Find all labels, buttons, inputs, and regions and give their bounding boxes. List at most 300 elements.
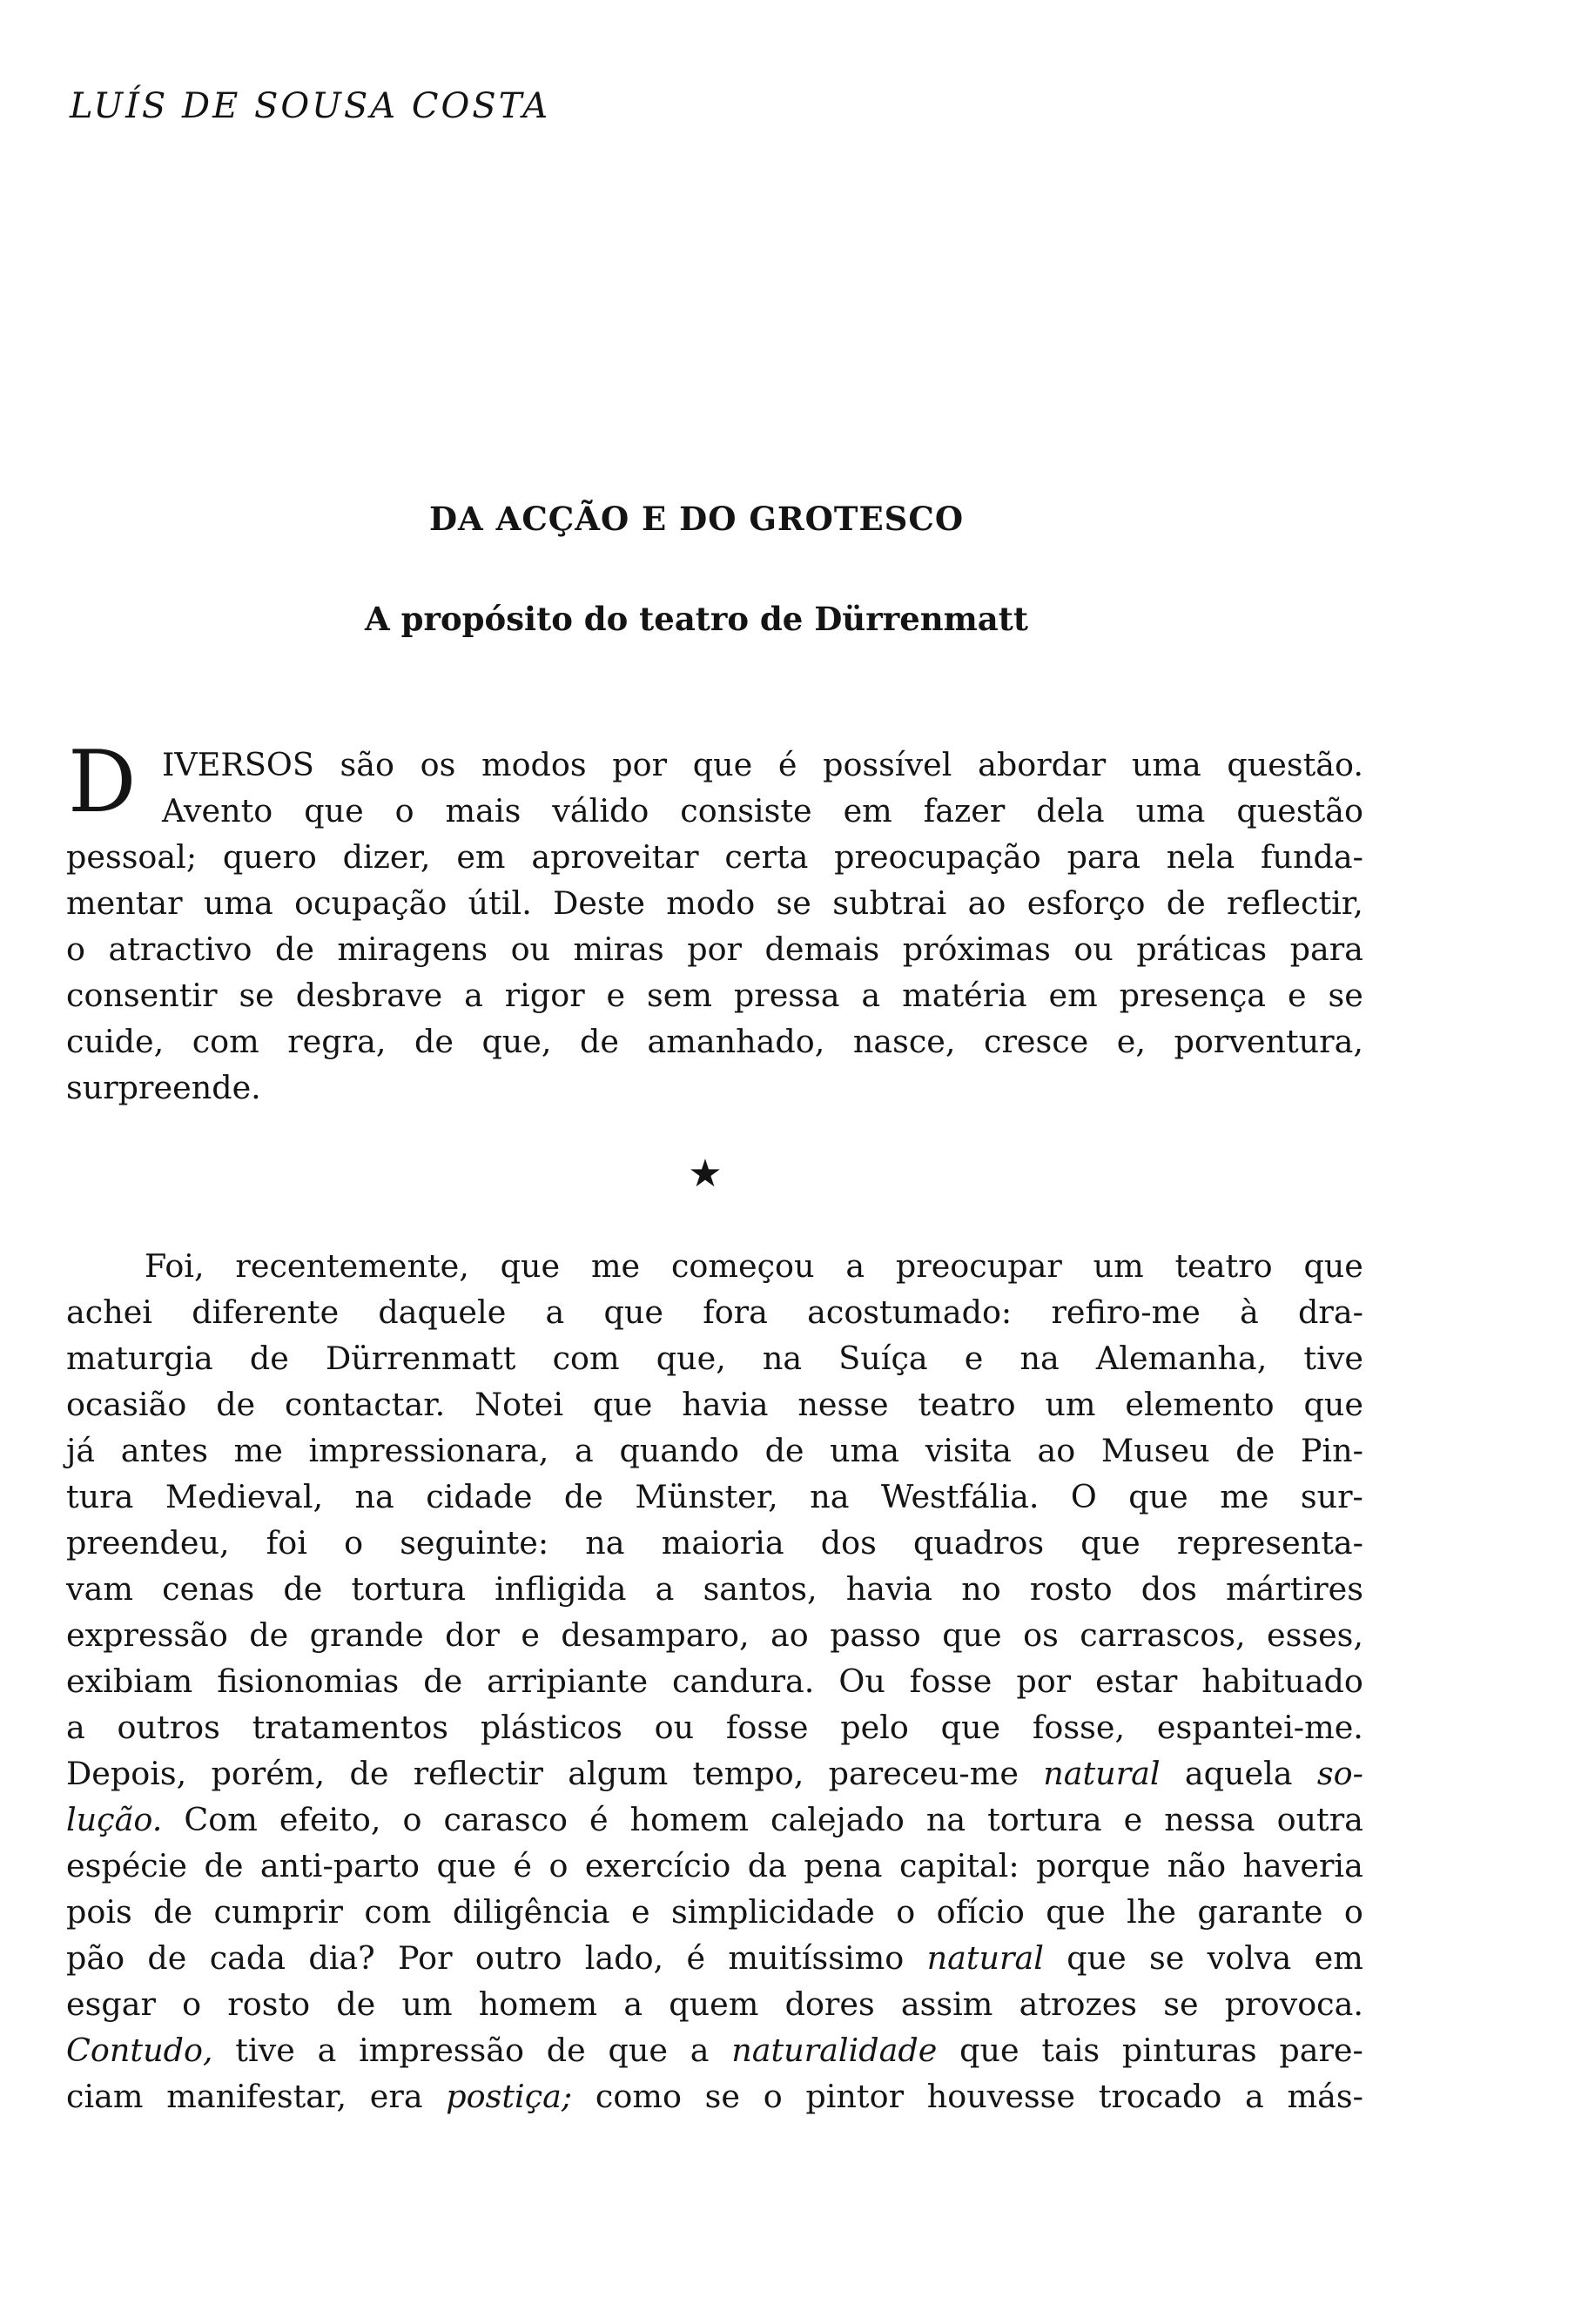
- word: ou: [510, 930, 551, 968]
- word: maioria: [661, 1524, 784, 1562]
- word: na: [354, 1478, 394, 1515]
- word: outros: [117, 1709, 220, 1746]
- word: abordar: [978, 746, 1107, 783]
- word: Com: [184, 1801, 258, 1838]
- word: outra: [1276, 1801, 1363, 1838]
- word: era: [369, 2078, 423, 2115]
- word: representa-: [1176, 1524, 1363, 1562]
- word: de: [1166, 884, 1206, 922]
- word: desbrave: [295, 977, 443, 1014]
- word: garante: [1197, 1893, 1323, 1931]
- word: que: [592, 1386, 653, 1423]
- word: se: [704, 2078, 740, 2115]
- word: que: [1128, 1478, 1188, 1515]
- word: diligência: [452, 1893, 610, 1931]
- word: se: [1163, 1985, 1199, 2023]
- word: em: [1314, 1939, 1363, 1977]
- word: IVERSOS: [162, 746, 314, 783]
- word: tive: [1303, 1340, 1363, 1377]
- text-line: [66, 1520, 1363, 1566]
- word: recentemente,: [235, 1247, 469, 1285]
- word: dra-: [1298, 1293, 1363, 1331]
- word: algum: [568, 1755, 669, 1792]
- word: diferente: [192, 1293, 340, 1331]
- word: a: [575, 1432, 594, 1469]
- word: contactar.: [285, 1386, 446, 1423]
- word: a: [1245, 2078, 1264, 2115]
- text-line: [66, 1474, 1363, 1520]
- word: que: [1303, 1247, 1363, 1285]
- word: que,: [656, 1340, 726, 1377]
- word: postiça;: [446, 2078, 573, 2115]
- text-line: [66, 1243, 1363, 1289]
- word: seguinte:: [400, 1524, 549, 1562]
- word: a: [861, 977, 881, 1014]
- word: candura.: [672, 1662, 815, 1700]
- word: achei: [66, 1293, 152, 1331]
- text-line: [66, 1566, 1363, 1612]
- word: quadros: [912, 1524, 1045, 1562]
- word: Foi,: [145, 1247, 205, 1285]
- word: possível: [823, 746, 952, 783]
- word: teatro: [1174, 1247, 1273, 1285]
- word: sur-: [1300, 1478, 1363, 1515]
- word: homem: [629, 1801, 749, 1838]
- word: dos: [820, 1524, 877, 1562]
- word: Pin-: [1300, 1432, 1363, 1469]
- word: nela: [1166, 838, 1235, 876]
- word: cresce: [984, 1023, 1089, 1060]
- word: havia: [845, 1570, 933, 1608]
- word: fisionomias: [217, 1662, 400, 1700]
- word: cada: [209, 1939, 286, 1977]
- word: por: [612, 746, 668, 783]
- word: me: [1220, 1478, 1269, 1515]
- word: o: [344, 1524, 364, 1562]
- word: que: [603, 1293, 663, 1331]
- word: pão: [66, 1939, 125, 1977]
- word: no: [961, 1570, 1001, 1608]
- word: O: [1070, 1478, 1097, 1515]
- word: mentar: [66, 884, 183, 922]
- section-separator-star: ★: [688, 1152, 723, 1196]
- word: trocado: [1098, 2078, 1222, 2115]
- word: esgar: [66, 1985, 156, 2023]
- word: pelo: [840, 1709, 909, 1746]
- word: presença: [1119, 977, 1267, 1014]
- word: a: [690, 2032, 710, 2069]
- word: certa: [724, 838, 809, 876]
- word: Por: [398, 1939, 453, 1977]
- word: calejado: [770, 1801, 905, 1838]
- word: fora: [703, 1293, 768, 1331]
- word: por: [1016, 1662, 1072, 1700]
- text-line: [66, 1018, 1363, 1065]
- word: a: [464, 977, 483, 1014]
- word: impressionara,: [308, 1432, 549, 1469]
- word: de: [216, 1386, 256, 1423]
- word: de: [349, 1755, 389, 1792]
- word: visita: [925, 1432, 1012, 1469]
- word: que: [1303, 1386, 1363, 1423]
- word: dia?: [308, 1939, 375, 1977]
- word: fosse,: [1032, 1709, 1126, 1746]
- word: o: [66, 930, 85, 968]
- word: pintor: [805, 2078, 905, 2115]
- word: de: [249, 1616, 289, 1654]
- word: miras: [573, 930, 664, 968]
- word: rosto: [227, 1985, 311, 2023]
- word: porém,: [211, 1755, 326, 1792]
- word: consentir: [66, 977, 218, 1014]
- word: haveria: [1242, 1847, 1363, 1884]
- text-line: [66, 1750, 1363, 1797]
- word: foi: [266, 1524, 307, 1562]
- word: fosse: [725, 1709, 809, 1746]
- word: e: [1123, 1801, 1143, 1838]
- word: questão: [1236, 792, 1363, 830]
- word: dela: [1036, 792, 1105, 830]
- word: muitíssimo: [728, 1939, 905, 1977]
- word: e: [521, 1616, 540, 1654]
- word: homem: [478, 1985, 598, 2023]
- word: para: [1067, 838, 1141, 876]
- word: Avento: [162, 792, 273, 830]
- word: um: [1045, 1386, 1096, 1423]
- word: mártires: [1226, 1570, 1363, 1608]
- word: nesse: [797, 1386, 889, 1423]
- word: de: [153, 1893, 193, 1931]
- word: de: [147, 1939, 187, 1977]
- word: um: [401, 1985, 453, 2023]
- word: uma: [830, 1432, 900, 1469]
- word: anti-parto: [259, 1847, 421, 1884]
- word: em: [1048, 977, 1098, 1014]
- word: ciam: [66, 2078, 144, 2115]
- word: pressa: [733, 977, 840, 1014]
- word: os: [420, 746, 456, 783]
- word: esses,: [1267, 1616, 1363, 1654]
- word: demais: [764, 930, 880, 968]
- word: o: [394, 792, 414, 830]
- word: natural: [926, 1939, 1044, 1977]
- word: houvesse: [926, 2078, 1075, 2115]
- word: de: [563, 1478, 603, 1515]
- word: espantei-me.: [1156, 1709, 1363, 1746]
- text-line: [66, 1612, 1363, 1658]
- word: Westfália.: [880, 1478, 1040, 1515]
- word: o: [1343, 1893, 1363, 1931]
- word: que: [959, 2032, 1019, 2069]
- word: santos,: [703, 1570, 818, 1608]
- word: e: [606, 977, 626, 1014]
- paragraph-2: [66, 1243, 1363, 2119]
- word: havia: [682, 1386, 769, 1423]
- word: naturalidade: [731, 2032, 938, 2069]
- text-line: [66, 2073, 1363, 2119]
- text-line: [66, 1065, 1363, 1111]
- word: carasco: [443, 1801, 569, 1838]
- text-line: [66, 1704, 1363, 1750]
- word: Museu: [1100, 1432, 1210, 1469]
- word: me: [233, 1432, 283, 1469]
- word: teatro: [918, 1386, 1016, 1423]
- word: se: [1149, 1939, 1185, 1977]
- word: que: [942, 1616, 1002, 1654]
- word: de: [423, 1662, 463, 1700]
- word: espécie: [66, 1847, 188, 1884]
- word: à: [1240, 1293, 1259, 1331]
- word: a: [545, 1293, 565, 1331]
- word: Suíça: [838, 1340, 928, 1377]
- word: que: [1046, 1893, 1106, 1931]
- word: questão.: [1227, 746, 1363, 783]
- word: o: [182, 1985, 202, 2023]
- word: em: [456, 838, 506, 876]
- word: dizer,: [342, 838, 431, 876]
- word: de: [336, 1985, 376, 2023]
- word: a: [845, 1247, 865, 1285]
- word: que: [1067, 1939, 1127, 1977]
- text-line: [66, 1658, 1363, 1704]
- text-line: [66, 926, 1363, 972]
- word: em: [843, 792, 892, 830]
- word: outro: [474, 1939, 562, 1977]
- word: cuide,: [66, 1023, 165, 1060]
- word: os: [1023, 1616, 1059, 1654]
- word: na: [585, 1524, 625, 1562]
- word: e: [1287, 977, 1307, 1014]
- word: o: [402, 1801, 422, 1838]
- word: elemento: [1125, 1386, 1275, 1423]
- word: capital:: [899, 1847, 1019, 1884]
- word: ou: [654, 1709, 695, 1746]
- word: plásticos: [480, 1709, 622, 1746]
- word: quem: [669, 1985, 759, 2023]
- word: o: [763, 2078, 783, 2115]
- word: natural: [1043, 1755, 1161, 1792]
- text-line: [66, 1427, 1363, 1474]
- word: exibiam: [66, 1662, 193, 1700]
- word: e,: [1116, 1023, 1146, 1060]
- word: válido: [552, 792, 649, 830]
- word: de: [274, 930, 314, 968]
- word: é: [513, 1847, 532, 1884]
- word: aquela: [1184, 1755, 1293, 1792]
- word: tura: [66, 1478, 134, 1515]
- word: passo: [830, 1616, 921, 1654]
- word: cenas: [162, 1570, 255, 1608]
- word: de: [204, 1847, 244, 1884]
- word: rigor: [504, 977, 585, 1014]
- word: uma: [203, 884, 273, 922]
- word: expressão: [66, 1616, 228, 1654]
- word: reflectir: [413, 1755, 543, 1792]
- word: Medieval,: [165, 1478, 324, 1515]
- word: provoca.: [1224, 1985, 1363, 2023]
- word: miragens: [337, 930, 488, 968]
- word: e: [964, 1340, 984, 1377]
- word: regra,: [287, 1023, 387, 1060]
- word: porque: [1036, 1847, 1151, 1884]
- text-line: [66, 1289, 1363, 1335]
- word: quero: [222, 838, 317, 876]
- word: é: [686, 1939, 706, 1977]
- word: é: [589, 1801, 609, 1838]
- word: pinturas: [1121, 2032, 1257, 2069]
- word: simplicidade: [670, 1893, 875, 1931]
- word: útil.: [468, 884, 532, 922]
- word: que: [692, 746, 753, 783]
- word: dores: [784, 1985, 875, 2023]
- text-line: [66, 1381, 1363, 1427]
- word: infligida: [495, 1570, 627, 1608]
- word: a: [66, 1709, 85, 1746]
- word: desamparo,: [561, 1616, 750, 1654]
- word: com: [192, 1023, 259, 1060]
- word: ofício: [936, 1893, 1025, 1931]
- word: volva: [1207, 1939, 1292, 1977]
- word: um: [1093, 1247, 1144, 1285]
- word: que,: [481, 1023, 552, 1060]
- word: subtrai: [832, 884, 947, 922]
- word: da: [747, 1847, 787, 1884]
- word: dos: [1141, 1570, 1197, 1608]
- word: preocupar: [895, 1247, 1062, 1285]
- word: a: [655, 1570, 675, 1608]
- word: que: [1080, 1524, 1141, 1562]
- word: de: [764, 1432, 804, 1469]
- word: e: [630, 1893, 650, 1931]
- word: Ou: [838, 1662, 885, 1700]
- word: me: [590, 1247, 641, 1285]
- word: Contudo,: [66, 2032, 213, 2069]
- word: quando: [619, 1432, 739, 1469]
- word: tais: [1041, 2032, 1100, 2069]
- word: funda-: [1261, 838, 1363, 876]
- word: práticas: [1136, 930, 1268, 968]
- word: de: [546, 2032, 586, 2069]
- word: ou: [1073, 930, 1114, 968]
- word: tratamentos: [252, 1709, 449, 1746]
- word: Notei: [474, 1386, 563, 1423]
- word: de: [1235, 1432, 1275, 1469]
- word: nessa: [1164, 1801, 1255, 1838]
- word: na: [762, 1340, 803, 1377]
- word: se: [776, 884, 811, 922]
- word: refiro-me: [1051, 1293, 1201, 1331]
- word: amanhado,: [647, 1023, 825, 1060]
- word: se: [1328, 977, 1363, 1014]
- word: na: [925, 1801, 966, 1838]
- word: o: [548, 1847, 569, 1884]
- word: de: [249, 1340, 289, 1377]
- word: ao: [770, 1616, 809, 1654]
- word: aproveitar: [531, 838, 699, 876]
- paragraph-1: [66, 733, 1363, 1111]
- word: que: [608, 2032, 668, 2069]
- word: Deste: [553, 884, 645, 922]
- word: so-: [1316, 1755, 1363, 1792]
- word: modo: [666, 884, 756, 922]
- word: pena: [804, 1847, 883, 1884]
- word: de: [283, 1570, 323, 1608]
- word: na: [810, 1478, 850, 1515]
- word: fazer: [923, 792, 1006, 830]
- word: que: [500, 1247, 561, 1285]
- word: de: [414, 1023, 454, 1060]
- word: acostumado:: [807, 1293, 1013, 1331]
- word: ocasião: [66, 1386, 187, 1423]
- word: más-: [1287, 2078, 1363, 2115]
- word: sem: [647, 977, 712, 1014]
- word: que: [436, 1847, 496, 1884]
- word: uma: [1135, 792, 1206, 830]
- word: esforço: [1026, 884, 1146, 922]
- word: porventura,: [1174, 1023, 1363, 1060]
- text-line: [66, 880, 1363, 926]
- word: carrascos,: [1080, 1616, 1246, 1654]
- word: próximas: [902, 930, 1051, 968]
- word: vam: [66, 1570, 133, 1608]
- word: cumprir: [213, 1893, 343, 1931]
- word: por: [687, 930, 743, 968]
- word: pessoal;: [66, 838, 198, 876]
- word: pois: [66, 1893, 132, 1931]
- article-title: DA ACÇÃO E DO GROTESCO: [428, 500, 965, 538]
- word: não: [1167, 1847, 1227, 1884]
- word: habituado: [1201, 1662, 1363, 1700]
- word: rosto: [1029, 1570, 1113, 1608]
- drop-cap: D: [68, 733, 137, 832]
- word: pare-: [1279, 2032, 1363, 2069]
- word: cidade: [426, 1478, 533, 1515]
- word: antes: [120, 1432, 208, 1469]
- text-line: [66, 1935, 1363, 1981]
- text-line: [66, 1843, 1363, 1889]
- word: tortura: [351, 1570, 466, 1608]
- word: se: [239, 977, 274, 1014]
- word: daquele: [378, 1293, 507, 1331]
- word: modos: [481, 746, 587, 783]
- word: Depois,: [66, 1755, 187, 1792]
- word: atrozes: [1019, 1985, 1138, 2023]
- text-line: [66, 742, 1363, 788]
- word: uma: [1131, 746, 1201, 783]
- word: consiste: [680, 792, 812, 830]
- word: Alemanha,: [1095, 1340, 1268, 1377]
- word: dor: [445, 1616, 500, 1654]
- word: lução.: [66, 1801, 163, 1838]
- word: atractivo: [108, 930, 252, 968]
- word: tortura: [987, 1801, 1102, 1838]
- word: matéria: [902, 977, 1027, 1014]
- word: tive: [235, 2032, 295, 2069]
- word: ao: [1037, 1432, 1076, 1469]
- text-line: [66, 1335, 1363, 1381]
- word: ocupação: [294, 884, 447, 922]
- word: de: [580, 1023, 619, 1060]
- word: preendeu,: [66, 1524, 230, 1562]
- word: mais: [445, 792, 521, 830]
- word: com: [552, 1340, 620, 1377]
- word: para: [1289, 930, 1363, 968]
- word: tempo,: [692, 1755, 804, 1792]
- word: com: [364, 1893, 432, 1931]
- word: já: [66, 1432, 96, 1469]
- word: estar: [1095, 1662, 1178, 1700]
- word: a: [623, 1985, 643, 2023]
